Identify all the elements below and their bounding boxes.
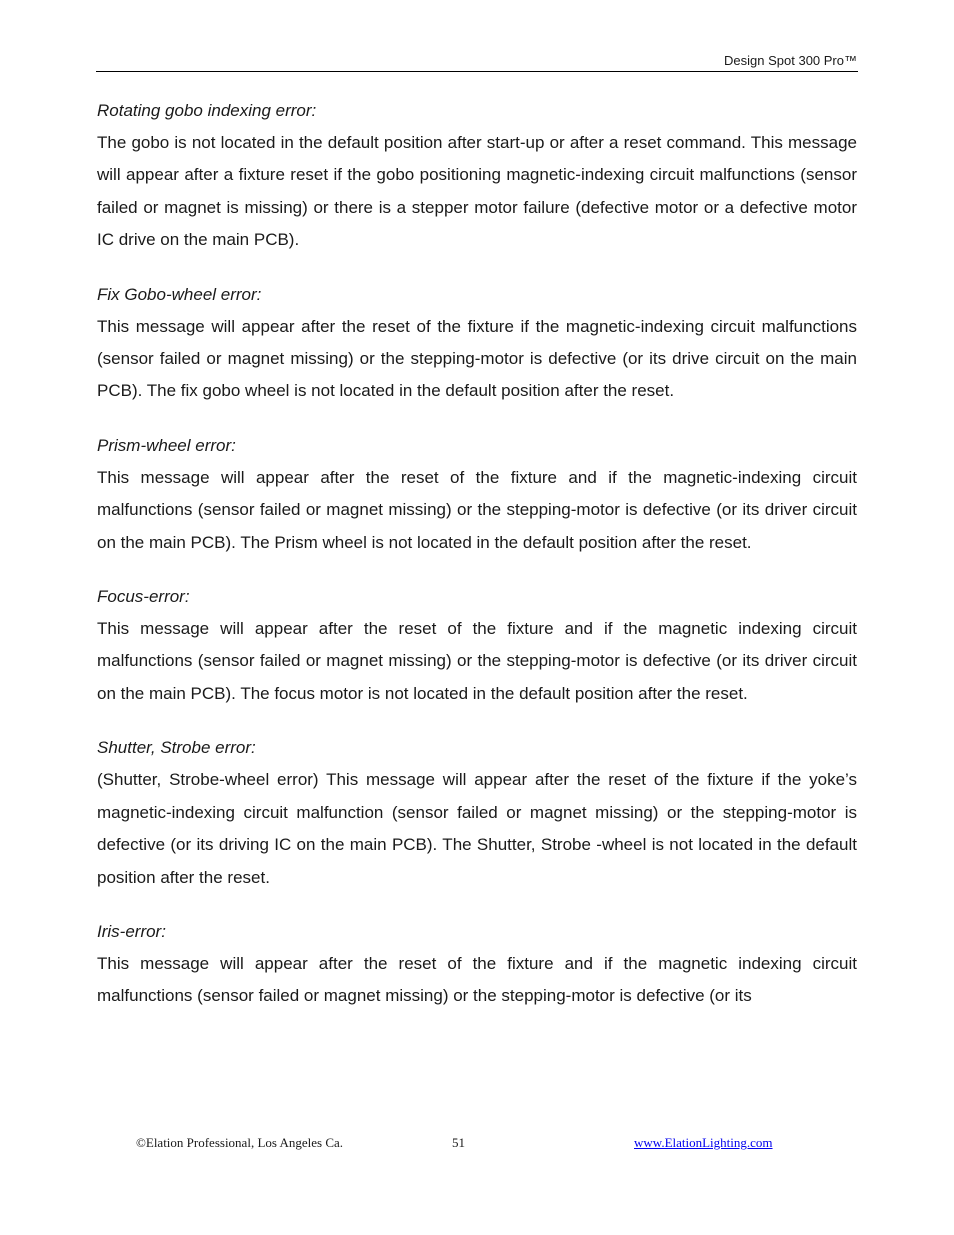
section-title: Focus-error: (97, 587, 190, 607)
section-body: This message will appear after the reset of the fixture and if the magnetic indexing circuit malfunctions (sensor failed or magnet missing) or the stepping-motor is defective (or its (97, 953, 857, 1006)
section-title: Prism-wheel error: (97, 435, 236, 455)
section-rotating-gobo (97, 95, 857, 257)
section-iris (97, 916, 857, 1013)
section-body: This message will appear after the reset of the fixture and if the magnetic-indexing circuit malfunctions (sensor failed or magnet missing) or the stepping-motor is defective (or its driver circuit on the main PCB). The Prism wheel is not located in the default position after the reset. (97, 467, 857, 552)
section-prism-wheel (97, 430, 857, 559)
section-body: This message will appear after the reset of the fixture and if the magnetic indexing circuit malfunctions (sensor failed or magnet missing) or the stepping-motor is defective (or its driver circuit on the main PCB). The focus motor is not located in the default position after the reset. (97, 619, 857, 703)
section-focus (97, 581, 857, 710)
section-title: Shutter, Strobe error: (97, 738, 256, 758)
section-title: Iris-error: (97, 921, 166, 941)
document-content (97, 95, 857, 1035)
footer-website-link[interactable]: www.ElationLighting.com (634, 1135, 773, 1150)
page-footer (0, 1135, 954, 1155)
header-rule (96, 71, 858, 72)
footer-copyright: ©Elation Professional, Los Angeles Ca. (136, 1135, 344, 1150)
section-shutter-strobe (97, 732, 857, 894)
section-body: The gobo is not located in the default position after start-up or after a reset command. This message will appear after a fixture reset if the gobo positioning magnetic-indexing circuit malfunctions (sensor failed or magnet is missing) or there is a stepper motor failure (defective motor or a defective motor IC drive on the main PCB). (97, 133, 857, 250)
page-header-title: Design Spot 300 Pro™ (724, 53, 857, 68)
section-body: This message will appear after the reset of the fixture if the magnetic-indexing circuit malfunctions (sensor failed or magnet missing) or the stepping-motor is defective (or its drive circuit on the main PCB). The fix gobo wheel is not located in the default position after the reset. (97, 316, 857, 401)
section-fix-gobo (97, 279, 857, 408)
section-body: (Shutter, Strobe-wheel error) This message will appear after the reset of the fixture if the yoke’s magnetic-indexing circuit malfunction (sensor failed or magnet missing) or the stepping-motor is defective (or its driving IC on the main PCB). The Shutter, Strobe -wheel is not located in the default position after the reset. (97, 770, 857, 887)
section-title: Fix Gobo-wheel error: (97, 284, 262, 304)
section-title: Rotating gobo indexing error: (97, 101, 317, 120)
footer-page-number: 51 (452, 1135, 465, 1150)
